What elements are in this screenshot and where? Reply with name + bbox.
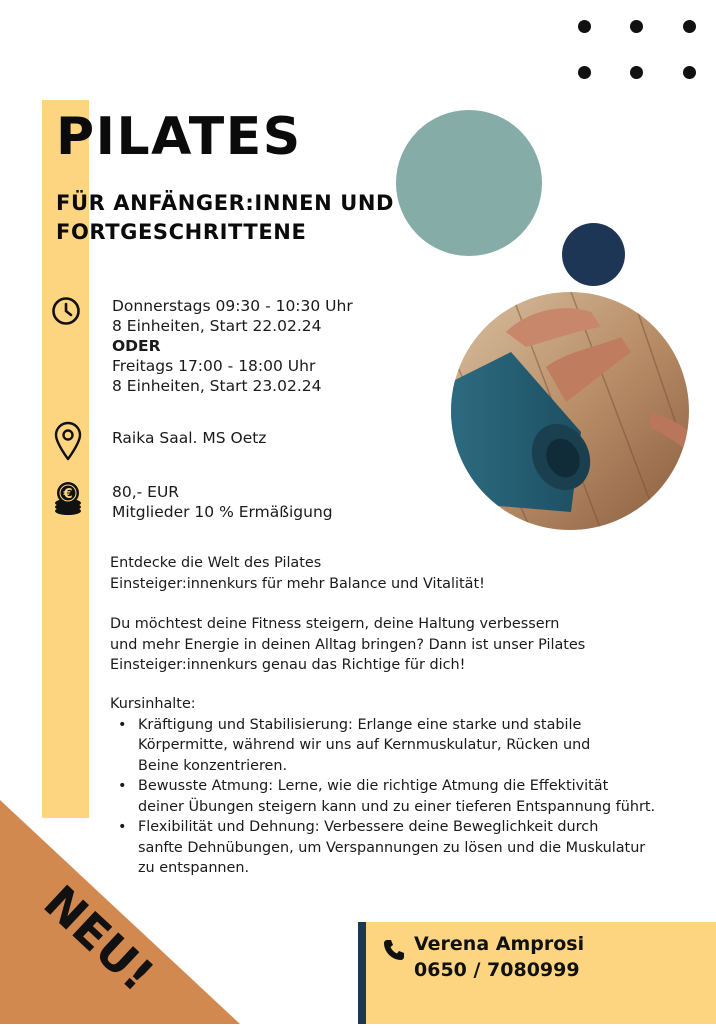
- list-item-line: • Flexibilität und Dehnung: Verbessere deine Beweglichkeit durch: [138, 819, 599, 835]
- list-item-line: deiner Übungen steigern kann und zu einer tieferen Entspannung führt.: [138, 798, 656, 815]
- schedule-line: Donnerstags 09:30 - 10:30 Uhr: [112, 297, 353, 315]
- phone-icon: [382, 938, 406, 966]
- description-line: Du möchtest deine Fitness steigern, deine Haltung verbessern: [110, 616, 560, 632]
- list-item-line: • Kräftigung und Stabilisierung: Erlange eine starke und stabile: [138, 716, 582, 733]
- yoga-mat-photo: [451, 292, 689, 530]
- location-text: Raika Saal. MS Oetz: [112, 429, 267, 447]
- euro-coins-icon: [52, 480, 84, 520]
- description-line: und mehr Energie in deinen Alltag bringen? Dann ist unser Pilates: [110, 636, 586, 653]
- contact-phone[interactable]: 0650 / 7080999: [414, 959, 580, 981]
- course-heading: Kursinhalte:: [110, 696, 196, 712]
- page-subtitle: FÜR ANFÄNGER:INNEN UND FORTGESCHRITTENE: [56, 191, 395, 244]
- price-block: [112, 482, 333, 522]
- schedule-or-label: ODER: [112, 337, 161, 355]
- new-badge-text: NEU!: [33, 874, 165, 1002]
- contact-box-edge: [358, 922, 366, 1024]
- dot-grid-decoration: [578, 20, 696, 80]
- description-paragraph: [110, 614, 690, 676]
- list-item-line: zu entspannen.: [138, 860, 250, 876]
- schedule-line: 8 Einheiten, Start 23.02.24: [112, 377, 322, 395]
- schedule-line: 8 Einheiten, Start 22.02.24: [112, 317, 322, 335]
- svg-text:€: €: [63, 487, 73, 502]
- price-amount: 80,- EUR: [112, 483, 180, 501]
- list-item-line: Körpermitte, während wir uns auf Kernmuskulatur, Rücken und: [138, 737, 591, 753]
- schedule-line: Freitags 17:00 - 18:00 Uhr: [112, 357, 316, 375]
- page-title: PILATES: [56, 107, 302, 167]
- intro-line: Entdecke die Welt des Pilates: [110, 555, 322, 571]
- list-item-line: sanfte Dehnübungen, um Verspannungen zu lösen und die Muskulatur: [138, 839, 646, 856]
- list-item-line: • Bewusste Atmung: Lerne, wie die richtige Atmung die Effektivität: [138, 778, 609, 794]
- navy-circle-decoration: [562, 223, 625, 286]
- contact-name: Verena Amprosi: [414, 933, 585, 955]
- description-line: Einsteiger:innenkurs genau das Richtige für dich!: [110, 657, 466, 673]
- new-badge-corner: [0, 800, 240, 1024]
- clock-icon: [51, 296, 81, 330]
- intro-line: Einsteiger:innenkurs für mehr Balance und Vitalität!: [110, 575, 485, 592]
- intro-paragraph: [110, 553, 690, 594]
- map-pin-icon: [53, 421, 83, 465]
- price-discount: Mitglieder 10 % Ermäßigung: [112, 503, 333, 521]
- list-item: [138, 715, 690, 777]
- schedule-block: [112, 296, 353, 396]
- list-item-line: Beine konzentrieren.: [138, 757, 288, 774]
